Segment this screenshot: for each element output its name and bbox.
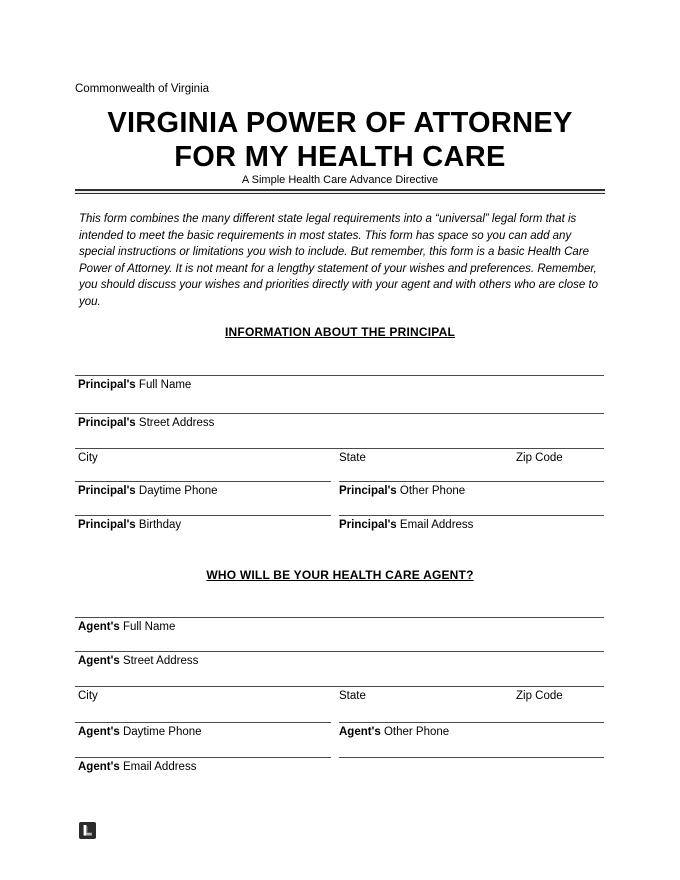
agent-street-address-label (78, 655, 198, 667)
label-text: Birthday (138, 519, 182, 531)
principal-state-label: State (339, 452, 366, 464)
principal-email-blank[interactable] (339, 515, 604, 516)
agent-daytime-phone-label (78, 726, 202, 738)
label-prefix: Agent's (78, 621, 120, 633)
principal-street-address-blank[interactable] (75, 413, 604, 414)
agent-city-state-zip-blank[interactable] (75, 686, 604, 687)
label-text: Daytime Phone (122, 726, 202, 738)
principal-city-label: City (78, 452, 98, 464)
agent-section-heading: WHO WILL BE YOUR HEALTH CARE AGENT? (206, 568, 474, 582)
principal-other-phone-label (339, 485, 465, 497)
document-title (0, 106, 680, 174)
agent-email-blank[interactable] (75, 757, 331, 758)
label-text: Other Phone (383, 726, 450, 738)
label-prefix: Principal's (78, 519, 136, 531)
intro-paragraph: This form combines the many different state legal requirements into a “universal” legal form that is intended to meet the basic requirements in most states. This form has space so you can add any special instructions or limitations you wish to include. But remember, this form is a basic Health Care Power of Attorney. It is not meant for a lengthy statement of your wishes and preferences. Remember, you should discuss your wishes and priorities directly with your agent and with others who are close to you. (79, 213, 599, 308)
label-prefix: Principal's (339, 519, 397, 531)
agent-city-label: City (78, 690, 98, 702)
label-prefix: Agent's (78, 726, 120, 738)
label-text: Full Name (138, 379, 192, 391)
label-text: Other Phone (399, 485, 466, 497)
principal-full-name-blank[interactable] (75, 375, 604, 376)
label-prefix: Agent's (78, 761, 120, 773)
principal-full-name-label (78, 379, 191, 391)
principal-daytime-phone-blank[interactable] (75, 481, 331, 482)
agent-other-phone-blank[interactable] (339, 722, 604, 723)
principal-section-heading: INFORMATION ABOUT THE PRINCIPAL (225, 325, 455, 339)
principal-daytime-phone-label (78, 485, 218, 497)
principal-street-address-label (78, 417, 214, 429)
agent-street-address-blank[interactable] (75, 651, 604, 652)
jurisdiction-label: Commonwealth of Virginia (75, 83, 210, 95)
principal-zip-label: Zip Code (516, 452, 563, 464)
document-title-line1: VIRGINIA POWER OF ATTORNEY (107, 107, 573, 139)
header-double-rule (75, 189, 605, 194)
label-prefix: Agent's (339, 726, 381, 738)
agent-email-blank-right[interactable] (339, 757, 604, 758)
document-subtitle: A Simple Health Care Advance Directive (241, 174, 439, 186)
label-text: Full Name (122, 621, 176, 633)
agent-zip-label: Zip Code (516, 690, 563, 702)
agent-full-name-label (78, 621, 175, 633)
principal-city-state-zip-blank[interactable] (75, 448, 604, 449)
label-prefix: Principal's (78, 417, 136, 429)
label-text: Email Address (122, 761, 197, 773)
principal-email-label (339, 519, 473, 531)
label-prefix: Agent's (78, 655, 120, 667)
label-prefix: Principal's (339, 485, 397, 497)
agent-state-label: State (339, 690, 366, 702)
document-title-line2: FOR MY HEALTH CARE (174, 141, 506, 173)
agent-other-phone-label (339, 726, 449, 738)
principal-birthday-blank[interactable] (75, 515, 331, 516)
legaltemplates-logo-icon (79, 822, 96, 839)
label-text: Daytime Phone (138, 485, 218, 497)
principal-birthday-label (78, 519, 181, 531)
label-prefix: Principal's (78, 485, 136, 497)
agent-daytime-phone-blank[interactable] (75, 722, 331, 723)
agent-email-label (78, 761, 196, 773)
label-text: Street Address (138, 417, 215, 429)
principal-other-phone-blank[interactable] (339, 481, 604, 482)
label-text: Street Address (122, 655, 199, 667)
label-prefix: Principal's (78, 379, 136, 391)
label-text: Email Address (399, 519, 474, 531)
agent-full-name-blank[interactable] (75, 617, 604, 618)
